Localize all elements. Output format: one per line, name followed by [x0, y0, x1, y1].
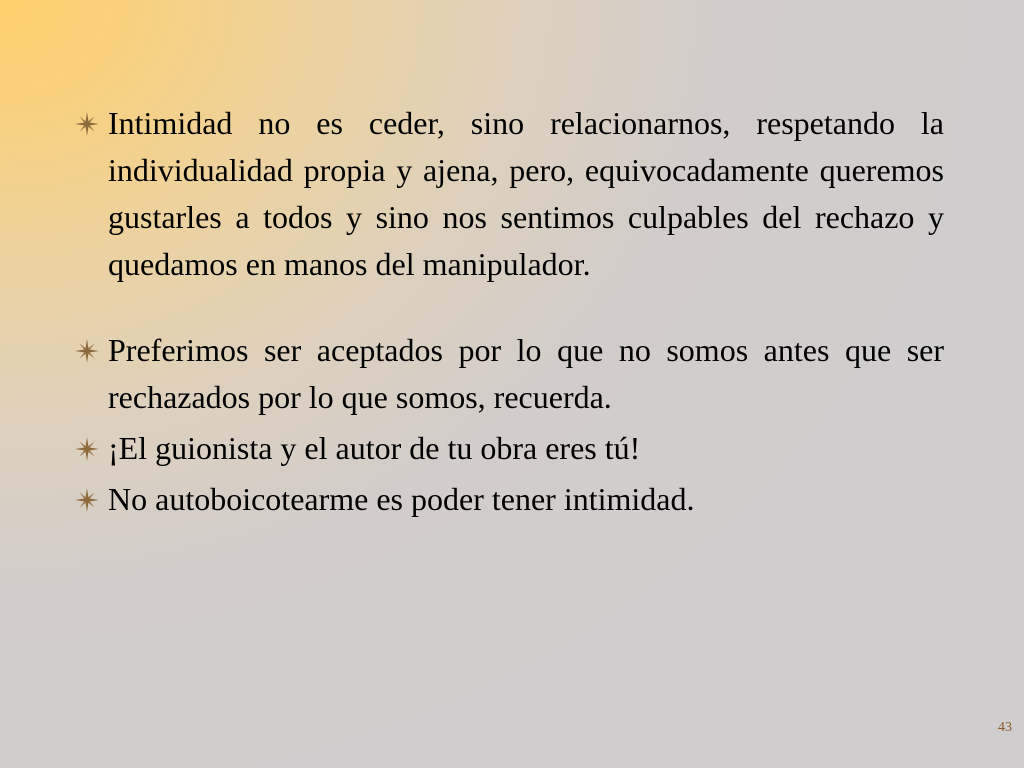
- bullet-item-1: [72, 100, 944, 288]
- star-bullet-icon: [75, 327, 103, 374]
- star-bullet-icon: [75, 425, 103, 472]
- bullet-item-2: [72, 327, 944, 421]
- star-bullet-icon: [75, 100, 103, 147]
- bullet-list: [72, 100, 944, 523]
- bullet-text-1: Intimidad no es ceder, sino relacionarnos, respetando la individualidad propia y ajena, pero, equivocadamente queremos gustarles a todos y sino nos sentimos culpables del rechazo y quedamos en manos del manipulador.: [108, 105, 944, 282]
- bullet-text-2: Preferimos ser aceptados por lo que no somos antes que ser rechazados por lo que somos, recuerda.: [108, 332, 944, 415]
- page-number: 43: [998, 720, 1012, 735]
- bullet-text-3: ¡El guionista y el autor de tu obra eres tú!: [108, 430, 641, 466]
- bullet-item-3: [72, 425, 944, 472]
- bullet-text-4: No autoboicotearme es poder tener intimidad.: [108, 481, 695, 517]
- bullet-item-4: [72, 476, 944, 523]
- star-bullet-icon: [75, 476, 103, 523]
